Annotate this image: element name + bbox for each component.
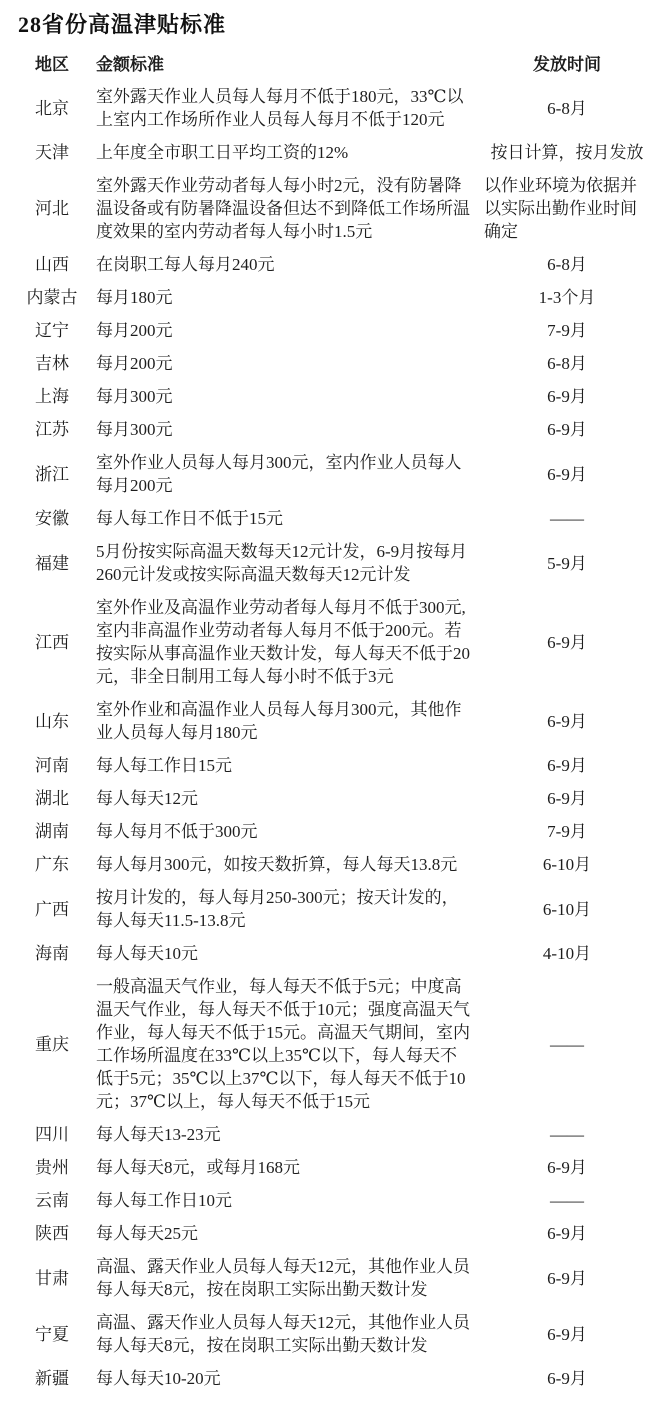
standard-cell: 每人每天12元 [96,789,198,808]
table-row [12,815,650,848]
standard-cell: 每月200元 [96,354,173,373]
table-row [12,136,650,169]
table-row [12,1250,650,1306]
region-cell: 天津 [35,143,69,162]
table-row [12,347,650,380]
standard-cell: 每人每天8元，或每月168元 [96,1158,300,1177]
table-row [12,693,650,749]
standard-cell: 每人每天25元 [96,1224,198,1243]
table-row [12,1118,650,1151]
time-cell: —— [550,509,584,528]
table-row [12,380,650,413]
standard-cell: 每人每月300元，如按天数折算，每人每天13.8元 [96,855,458,874]
column-header-region: 地区 [35,55,69,74]
table-row [12,1306,650,1362]
region-cell: 河南 [35,756,69,775]
table-row [12,1151,650,1184]
subsidy-table [12,51,650,1395]
standard-cell: 每月300元 [96,387,173,406]
table-row [12,502,650,535]
time-cell: 4-10月 [542,944,592,963]
standard-cell: 室外作业及高温作业劳动者每人每月不低于300元,室内非高温作业劳动者每人每月不低于200元。若按实际从事高温作业天数计发，每人每天不低于20元，非全日制用工每人每小时不低于3元 [96,598,470,686]
header-row [12,51,650,80]
standard-cell: 高温、露天作业人员每人每天12元，其他作业人员每人每天8元，按在岗职工实际出勤天数计发 [96,1257,470,1299]
standard-cell: 室外露天作业劳动者每人每小时2元，没有防暑降温设备或有防暑降温设备但达不到降低工作场所温度效果的室内劳动者每人每小时1.5元 [96,176,470,241]
time-cell: 6-9月 [547,1268,587,1288]
region-cell: 上海 [35,387,69,406]
region-cell: 云南 [35,1191,69,1210]
table-row [12,248,650,281]
region-cell: 辽宁 [35,321,69,340]
table-row [12,937,650,970]
column-header-standard: 金额标准 [96,55,164,74]
time-cell: 6-9月 [547,1324,587,1344]
time-cell: 6-9月 [547,711,587,731]
standard-cell: 一般高温天气作业，每人每天不低于5元；中度高温天气作业，每人每天不低于10元；强度高温天气作业，每人每天不低于15元。高温天气期间，室内工作场所温度在33℃以上35℃以下，每人每天不低于5元；35℃以上37℃以下，每人每天不低于10元；37℃以上，每人每天不低于15元 [96,977,470,1111]
region-cell: 江西 [35,632,69,652]
time-cell: 7-9月 [547,822,587,841]
table-row [12,80,650,136]
standard-cell: 每人每工作日15元 [96,756,232,775]
standard-cell: 每人每工作日不低于15元 [96,509,283,528]
standard-cell: 每人每天10-20元 [96,1369,221,1388]
region-cell: 广西 [35,899,69,919]
time-cell: 5-9月 [547,553,587,573]
standard-cell: 按月计发的，每人每月250-300元；按天计发的，每人每天11.5-13.8元 [96,888,459,930]
time-cell: 6-9月 [547,387,587,406]
region-cell: 山东 [35,711,69,731]
region-cell: 山西 [35,255,69,274]
region-cell: 陕西 [35,1224,69,1243]
standard-cell: 5月份按实际高温天数每天12元计发，6-9月按每月260元计发或按实际高温天数每天12元计发 [96,542,468,584]
time-cell: 6-8月 [547,98,587,118]
time-cell: —— [550,1034,584,1054]
time-cell: 以作业环境为依据并以实际出勤作业时间确定 [484,176,637,241]
region-cell: 河北 [35,199,69,218]
time-cell: 6-9月 [547,1158,587,1177]
time-cell: 1-3个月 [538,288,596,307]
table-row [12,881,650,937]
table-row [12,314,650,347]
table-row [12,281,650,314]
table-row [12,1362,650,1395]
table-row [12,848,650,881]
time-cell: 6-8月 [547,354,587,373]
time-cell: 按日计算，按月发放 [490,143,644,162]
standard-cell: 室外作业人员每人每月300元，室内作业人员每人每月200元 [96,453,462,495]
time-cell: 6-9月 [547,789,587,808]
region-cell: 北京 [35,98,69,118]
time-cell: 6-9月 [547,756,587,775]
table-row [12,749,650,782]
region-cell: 海南 [35,944,69,963]
standard-cell: 上年度全市职工日平均工资的12% [96,143,349,162]
standard-cell: 每人每天10元 [96,944,198,963]
time-cell: 6-9月 [547,1224,587,1243]
standard-cell: 每月300元 [96,420,173,439]
region-cell: 宁夏 [35,1324,69,1344]
time-cell: —— [550,1125,584,1144]
region-cell: 湖北 [35,789,69,808]
region-cell: 江苏 [35,420,69,439]
table-row [12,970,650,1118]
standard-cell: 每人每天13-23元 [96,1125,221,1144]
standard-cell: 每月180元 [96,288,173,307]
standard-cell: 室外露天作业人员每人每月不低于180元，33℃以上室内工作场所作业人员每人每月不低于120元 [96,87,464,129]
table-row [12,446,650,502]
time-cell: 6-9月 [547,632,587,652]
table-row [12,535,650,591]
table-row [12,1184,650,1217]
table-row [12,591,650,693]
region-cell: 新疆 [35,1369,69,1388]
time-cell: 6-9月 [547,420,587,439]
region-cell: 贵州 [35,1158,69,1177]
table-row [12,169,650,248]
table-body [12,80,650,1395]
standard-cell: 每人每月不低于300元 [96,822,258,841]
table-row [12,413,650,446]
region-cell: 安徽 [35,509,69,528]
region-cell: 重庆 [35,1034,69,1054]
standard-cell: 在岗职工每人每月240元 [96,255,275,274]
standard-cell: 室外作业和高温作业人员每人每月300元，其他作业人员每人每月180元 [96,700,462,742]
region-cell: 浙江 [35,464,69,484]
column-header-time: 发放时间 [533,55,601,74]
region-cell: 内蒙古 [26,288,78,307]
standard-cell: 每月200元 [96,321,173,340]
region-cell: 广东 [35,855,69,874]
time-cell: 6-8月 [547,255,587,274]
region-cell: 甘肃 [35,1268,69,1288]
region-cell: 四川 [35,1125,69,1144]
region-cell: 福建 [35,553,69,573]
standard-cell: 每人每工作日10元 [96,1191,232,1210]
region-cell: 湖南 [35,822,69,841]
page-title: 28省份高温津贴标准 [18,12,227,37]
standard-cell: 高温、露天作业人员每人每天12元，其他作业人员每人每天8元，按在岗职工实际出勤天数计发 [96,1313,470,1355]
table-row [12,1217,650,1250]
region-cell: 吉林 [35,354,69,373]
time-cell: 6-10月 [542,899,592,919]
table-row [12,782,650,815]
time-cell: 7-9月 [547,321,587,340]
time-cell: 6-10月 [542,855,592,874]
time-cell: —— [550,1191,584,1210]
table-header [12,51,650,80]
time-cell: 6-9月 [547,1369,587,1388]
time-cell: 6-9月 [547,464,587,484]
